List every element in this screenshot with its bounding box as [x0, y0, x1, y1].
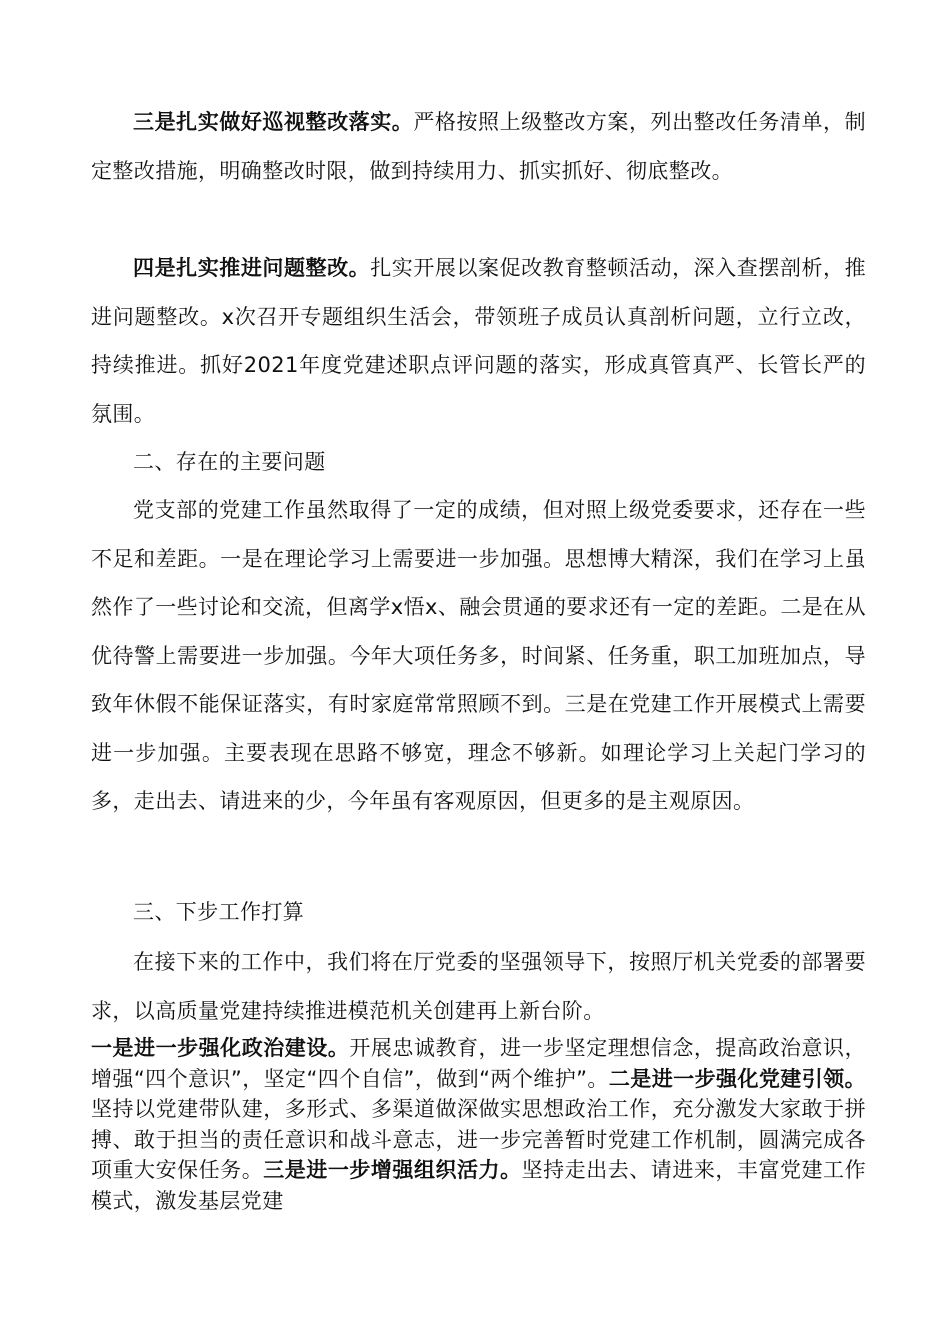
- paragraph-body: 扎实开展以案促改教育整顿活动，深入查摆剖析，推进问题整改。x次召开专题组织生活会，带领班子成员认真剖析问题，立行立改，持续推进。抓好2021年度党建述职点评问题的落实，形成真管真严、长管长严的氛围。: [91, 256, 866, 426]
- item-body: 坚持走出去、请进来，丰富党建工作模式，激发基层党建: [91, 1158, 866, 1213]
- item-lead: 二是进一步强化党建引领。: [608, 1066, 866, 1091]
- item-body: 开展忠诚教育，进一步坚定理想信念，提高政治意识，增强“四个意识”，坚定“四个自信”，做到“两个维护”。: [91, 1036, 866, 1091]
- section-heading-next-plans: 三、下步工作打算: [133, 900, 305, 924]
- section-heading-main-problems: 二、存在的主要问题: [133, 450, 326, 474]
- paragraph-lead: 四是扎实推进问题整改。: [133, 256, 371, 280]
- paragraph-main-problems: 党支部的党建工作虽然取得了一定的成绩，但对照上级党委要求，还存在一些不足和差距。一是在理论学习上需要进一步加强。思想博大精深，我们在学习上虽然作了一些讨论和交流，但离学x悟x、融会贯通的要求还有一定的差距。二是在从优待警上需要进一步加强。今年大项任务多，时间紧、任务重，职工加班加点，导致年休假不能保证落实，有时家庭常常照顾不到。三是在党建工作开展模式上需要进一步加强。主要表现在思路不够宽，理念不够新。如理论学习上关起门学习的多，走出去、请进来的少，今年虽有客观原因，但更多的是主观原因。: [91, 498, 866, 813]
- item-body: 坚持以党建带队建，多形式、多渠道做深做实思想政治工作，充分激发大家敢于拼搏、敢于担当的责任意识和战斗意志，进一步完善暂时党建工作机制，圆满完成各项重大安保任务。: [91, 1097, 866, 1182]
- paragraph-lead: 三是扎实做好巡视整改落实。: [133, 110, 414, 134]
- paragraph-rectification-inspection: [91, 98, 866, 195]
- paragraph-next-plans-intro: 在接下来的工作中，我们将在厅党委的坚强领导下，按照厅机关党委的部署要求，以高质量党建持续推进模范机关创建再上新台阶。: [91, 950, 866, 1023]
- paragraph-body: 严格按照上级整改方案，列出整改任务清单，制定整改措施，明确整改时限，做到持续用力、抓实抓好、彻底整改。: [91, 110, 866, 183]
- item-lead: 一是进一步强化政治建设。: [91, 1036, 350, 1060]
- paragraph-next-plans-items: [91, 1033, 866, 1216]
- item-lead: 三是进一步增强组织活力。: [263, 1158, 522, 1182]
- paragraph-problem-rectification: [91, 244, 866, 438]
